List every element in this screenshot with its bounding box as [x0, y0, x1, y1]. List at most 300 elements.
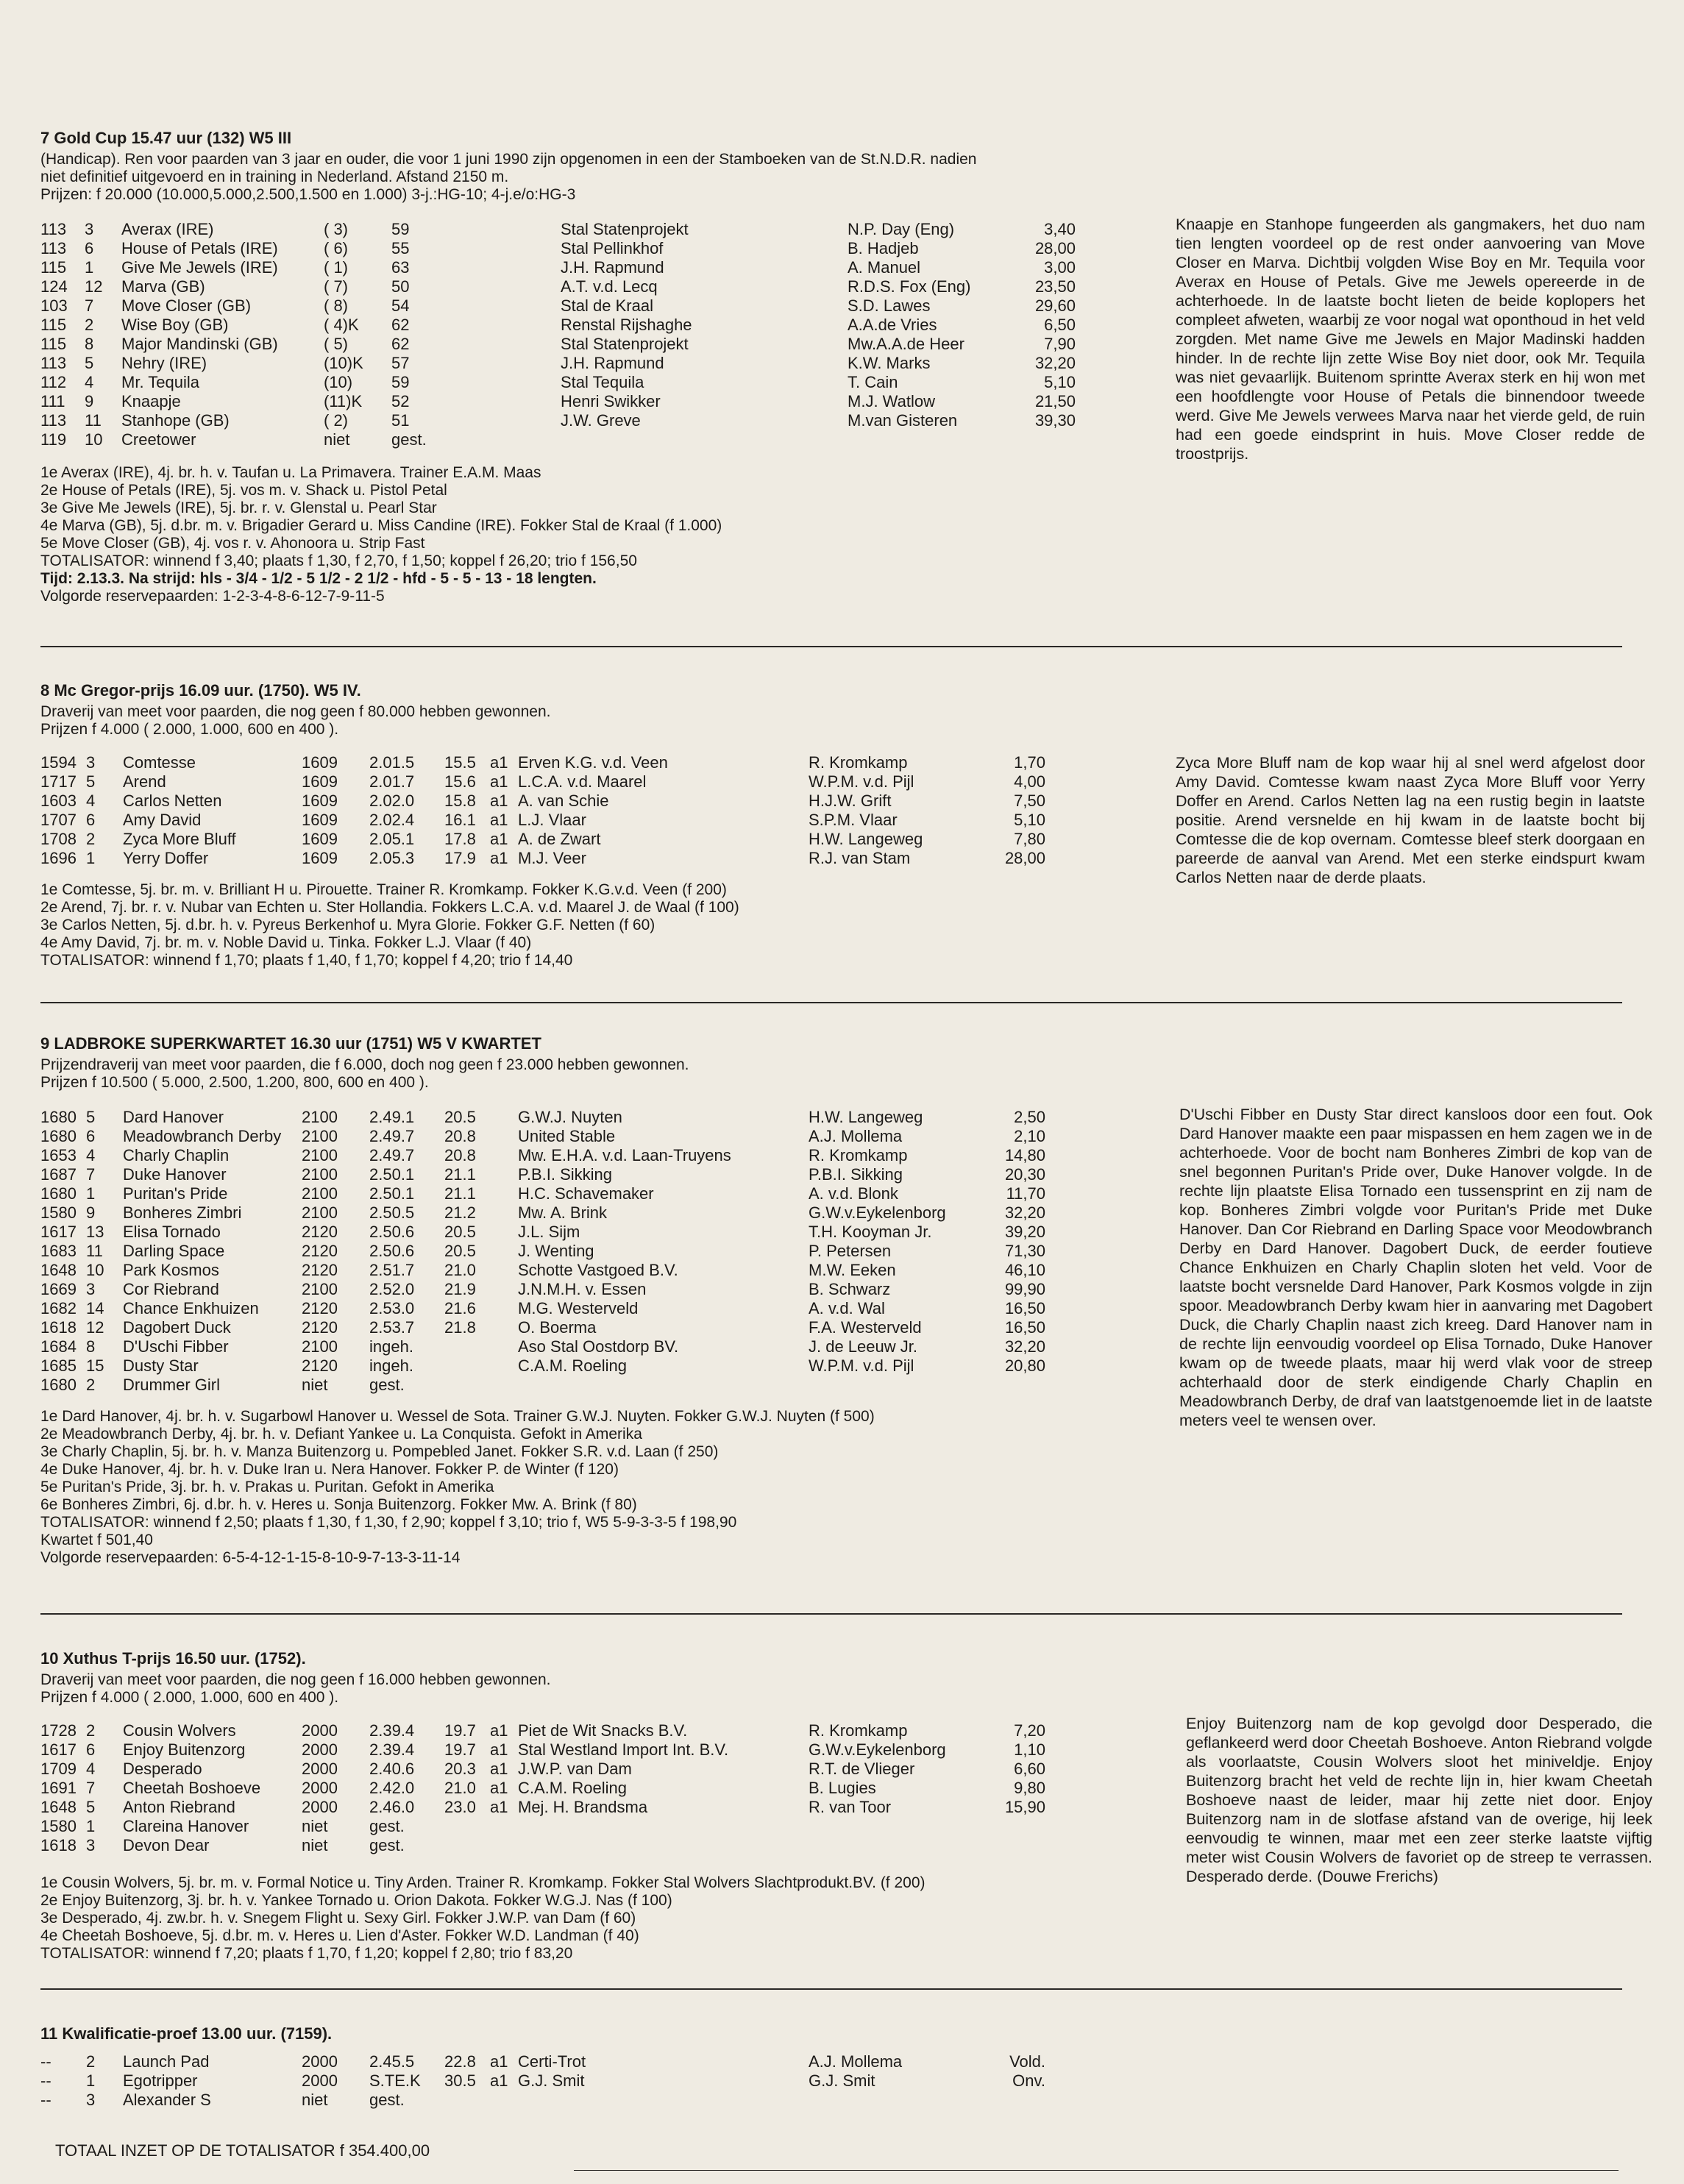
result-line: 3e Charly Chaplin, 5j. br. h. v. Manza Buitenzorg u. Pompebled Janet. Fokker S.R. v.d. Laan (f 250) [40, 1443, 719, 1460]
runner-cell: 21.6 [444, 1299, 476, 1317]
runner-cell: 1617 [40, 1740, 77, 1759]
runner-row [40, 1146, 1045, 1165]
divider [40, 1002, 1622, 1003]
runner-cell: 3,00 [1044, 258, 1076, 277]
runner-cell: 2000 [302, 1740, 338, 1759]
runner-cell: 2100 [302, 1165, 338, 1184]
runner-cell [490, 1337, 518, 1356]
runner-cell: H.C. Schavemaker [518, 1184, 654, 1203]
race-prizes: Prijzen f 10.500 ( 5.000, 2.500, 1.200, 800, 600 en 400 ). [40, 1074, 429, 1091]
runner-cell: 112 [40, 373, 67, 391]
runner-cell: Chance Enkhuizen [123, 1299, 259, 1317]
runner-row [40, 1165, 1045, 1184]
runner-row [40, 1798, 1045, 1817]
runner-cell: Alexander S [123, 2091, 211, 2109]
runner-cell [490, 1261, 518, 1280]
result-line: 1e Comtesse, 5j. br. m. v. Brilliant H u. Pirouette. Trainer R. Kromkamp. Fokker K.G.v.d. Veen (f 200) [40, 881, 727, 898]
race-conditions: Prijzendraverij van meet voor paarden, die f 6.000, doch nog geen f 23.000 hebben gewonnen. [40, 1056, 689, 1073]
runner-cell: 21.0 [444, 1779, 476, 1797]
runner-cell [490, 1146, 518, 1165]
runner-cell: a1 [490, 849, 508, 867]
runner-cell: 11 [85, 411, 102, 430]
runner-cell: 1609 [302, 792, 338, 810]
runner-cell [518, 1376, 809, 1395]
runner-cell: 55 [391, 239, 410, 257]
divider [40, 1988, 1622, 1990]
runner-cell: 32,20 [1034, 354, 1076, 372]
runner-cell [444, 2091, 490, 2110]
runner-cell: 4,00 [1014, 772, 1045, 791]
runner-cell: Onv. [1012, 2071, 1045, 2090]
runner-cell [490, 1108, 518, 1127]
result-line: 5e Puritan's Pride, 3j. br. h. v. Prakas u. Puritan. Gefokt in Amerika [40, 1479, 494, 1495]
runner-cell: 7 [86, 1779, 96, 1797]
runner-cell: Cousin Wolvers [123, 1721, 236, 1740]
runner-cell [490, 1836, 518, 1855]
runner-row [40, 811, 1045, 830]
runner-cell [490, 1280, 518, 1299]
runner-cell: 2100 [302, 1108, 338, 1126]
runner-row [40, 1299, 1045, 1318]
runner-cell: 2.50.1 [369, 1184, 415, 1203]
result-line: Volgorde reservepaarden: 1-2-3-4-8-6-12-7-9-11-5 [40, 588, 385, 605]
runner-cell: 9,80 [1014, 1779, 1045, 1797]
runner-cell [444, 1356, 490, 1376]
runner-cell: 21.2 [444, 1203, 476, 1222]
runner-row [40, 1203, 1045, 1223]
runner-cell: 28,00 [1034, 239, 1076, 257]
runner-cell: 6 [86, 1740, 96, 1759]
runner-cell: Stal Pellinkhof [561, 239, 664, 257]
runner-cell: Charly Chaplin [123, 1146, 230, 1164]
runner-cell: 10 [86, 1261, 104, 1279]
runner-cell: 13 [86, 1223, 104, 1241]
runner-cell: 1609 [302, 849, 338, 867]
runner-cell: 103 [40, 296, 68, 315]
runner-cell: Yerry Doffer [123, 849, 209, 867]
results-block [40, 1874, 1652, 1963]
runner-row [40, 1817, 1045, 1836]
runner-cell: 2.45.5 [369, 2052, 415, 2071]
runner-cell: Erven K.G. v.d. Veen [518, 753, 668, 772]
runner-cell: 1580 [40, 1203, 77, 1222]
runner-cell: Wise Boy (GB) [121, 316, 229, 334]
runner-cell: 1669 [40, 1280, 77, 1298]
runner-cell: 15.6 [444, 772, 476, 791]
runner-cell: G.W.v.Eykelenborg [809, 1203, 946, 1222]
runner-cell: House of Petals (IRE) [121, 239, 278, 257]
runner-cell: D'Uschi Fibber [123, 1337, 229, 1356]
runner-cell: 2 [86, 2052, 96, 2071]
race-title: 9 LADBROKE SUPERKWARTET 16.30 uur (1751) W5 V KWARTET [40, 1034, 541, 1053]
runner-cell: 21.1 [444, 1184, 476, 1203]
runner-row [40, 830, 1045, 849]
runner-cell: 7,80 [1014, 830, 1045, 848]
runner-cell: A. de Zwart [518, 830, 601, 848]
result-line: 2e House of Petals (IRE), 5j. vos m. v. Shack u. Pistol Petal [40, 482, 447, 499]
runner-cell: 2.50.6 [369, 1242, 415, 1260]
result-line: Volgorde reservepaarden: 6-5-4-12-1-15-8-10-9-7-13-3-11-14 [40, 1549, 461, 1566]
result-line: TOTALISATOR: winnend f 1,70; plaats f 1,40, f 1,70; koppel f 4,20; trio f 14,40 [40, 952, 573, 969]
runner-cell: 1618 [40, 1836, 77, 1854]
runner-cell: Mej. H. Brandsma [518, 1798, 648, 1816]
runner-row [40, 1223, 1045, 1242]
runner-cell: 57 [391, 354, 410, 372]
runner-row [40, 849, 1045, 868]
runner-cell: Egotripper [123, 2071, 198, 2090]
runner-row [40, 1127, 1045, 1146]
runner-cell: C.A.M. Roeling [518, 1779, 627, 1797]
runner-cell: 2,50 [1014, 1108, 1045, 1126]
runner-cell: 2.50.1 [369, 1165, 415, 1184]
runner-cell: 2,10 [1014, 1127, 1045, 1145]
runner-cell: Park Kosmos [123, 1261, 219, 1279]
runner-cell: 2.05.1 [369, 830, 415, 848]
runner-cell: 4 [86, 1760, 96, 1778]
runner-cell: 2000 [302, 1779, 338, 1797]
runner-row [40, 373, 1076, 392]
runner-cell: 2.02.0 [369, 792, 415, 810]
race-title: 11 Kwalificatie-proef 13.00 uur. (7159). [40, 2024, 333, 2043]
runners-table [40, 220, 1076, 449]
runner-row [40, 772, 1045, 792]
runner-cell: 7 [85, 296, 94, 315]
race-report: D'Uschi Fibber en Dusty Star direct kansloos door een fout. Ook Dard Hanover maakte een paar mispassen en hem zagen we in de achterhoede. Voor de bocht nam Bonheres Zimbri de kop van de snel begonnen Puritan's Pride over, Duke Hanover volgde. In de rechte lijn plaatste Elisa Tornado een tussensprint en zij nam de kop. Bonheres Zimbri volgde voor Puritan's Pride met Duke Hanover. Dan Cor Riebrand en Darling Space voor Meodowbranch Derby en Dard Hanover. Dagobert Duck, de eerder foutieve Chance Enkhuizen en Charly Chaplin sloten het veld. Voor de laatste bocht versnelde Dard Hanover, Park Kosmos volgde in zijn spoor. Meadowbranch Derby kwam hier in aanvaring met Dagobert Duck, die Charly Chaplin naast zich kreeg. Dard Hanover nam in de rechte lijn eenvoudig voordeel op Elisa Tornado, Duke Hanover kwam op de tweede plaats, maar hij werd vlak voor de streep achterhaald door de sterk eindigende Charly Chaplin en Meadowbranch Derby, de draf van laatstgenoemde liet in de laatste meters veel te wensen over. [1179, 1106, 1652, 1429]
runner-cell: 3,40 [1044, 220, 1076, 238]
runner-cell: Piet de Wit Snacks B.V. [518, 1721, 688, 1740]
runner-row [40, 411, 1076, 430]
runner-cell: ( 6) [324, 239, 348, 257]
runner-cell: N.P. Day (Eng) [848, 220, 955, 238]
runner-cell: S.D. Lawes [848, 296, 931, 315]
runner-cell: 2.49.7 [369, 1146, 415, 1164]
runner-cell: 2120 [302, 1318, 338, 1337]
runner-cell: 54 [391, 296, 410, 315]
runner-row [40, 1376, 1045, 1395]
result-line: TOTALISATOR: winnend f 3,40; plaats f 1,30, f 2,70, f 1,50; koppel f 26,20; trio f 156,50 [40, 552, 637, 569]
runner-cell: J. Wenting [518, 1242, 594, 1260]
runner-cell [444, 1817, 490, 1836]
runner-cell: Bonheres Zimbri [123, 1203, 242, 1222]
runner-cell: 5 [86, 772, 96, 791]
runner-cell: 2100 [302, 1203, 338, 1222]
runner-cell: a1 [490, 1740, 508, 1759]
runner-cell: a1 [490, 753, 508, 772]
runner-cell: 5,10 [1044, 373, 1076, 391]
runner-cell [490, 1184, 518, 1203]
runner-cell: 1653 [40, 1146, 77, 1164]
runner-cell: P. Petersen [809, 1242, 892, 1260]
runner-cell: Zyca More Bluff [123, 830, 236, 848]
runner-cell: a1 [490, 1721, 508, 1740]
runner-cell: 4 [86, 792, 96, 810]
runner-cell: Anton Riebrand [123, 1798, 235, 1816]
result-line: 1e Cousin Wolvers, 5j. br. m. v. Formal Notice u. Tiny Arden. Trainer R. Kromkamp. Fokker Stal Wolvers Slachtprodukt.BV. (f 200) [40, 1874, 926, 1891]
runner-cell [490, 2091, 518, 2110]
runner-cell: R. Kromkamp [809, 1721, 908, 1740]
runner-cell [490, 1127, 518, 1146]
runner-cell: 20.8 [444, 1146, 476, 1164]
runner-cell: M.G. Westerveld [518, 1299, 639, 1317]
runner-row [40, 1108, 1045, 1127]
runner-cell: Cor Riebrand [123, 1280, 219, 1298]
runner-cell: Carlos Netten [123, 792, 222, 810]
runner-cell [490, 1165, 518, 1184]
runner-row [40, 258, 1076, 277]
runner-cell: 4 [85, 373, 94, 391]
runner-cell: A.J. Mollema [809, 2052, 903, 2071]
runner-cell: Vold. [1009, 2052, 1045, 2071]
runner-cell: Stal Statenprojekt [561, 220, 689, 238]
runner-cell: 2120 [302, 1356, 338, 1375]
runner-cell: 12 [85, 277, 103, 296]
runner-cell: 99,90 [1004, 1280, 1045, 1298]
runner-cell: 20.5 [444, 1108, 476, 1126]
runner-cell: 2100 [302, 1280, 338, 1298]
runner-row [40, 277, 1076, 296]
runner-cell: P.B.I. Sikking [809, 1165, 903, 1184]
runner-cell: 23,50 [1034, 277, 1076, 296]
runner-cell: Move Closer (GB) [121, 296, 252, 315]
results-block [40, 464, 1652, 605]
runner-cell: 1680 [40, 1376, 77, 1394]
runner-cell [490, 1223, 518, 1242]
runner-row [40, 430, 1076, 449]
runner-cell: 1603 [40, 792, 77, 810]
runner-cell: 62 [391, 335, 410, 353]
runner-cell [992, 1817, 1045, 1836]
runner-cell: Certi-Trot [518, 2052, 586, 2071]
runner-cell: 2.02.4 [369, 811, 415, 829]
runner-cell: 2.01.7 [369, 772, 415, 791]
runner-row [40, 392, 1076, 411]
runner-cell: niet [302, 1836, 328, 1854]
runner-cell: M.van Gisteren [848, 411, 958, 430]
runner-cell: 3 [86, 1836, 96, 1854]
runner-cell: niet [302, 1376, 328, 1394]
runner-cell: Meadowbranch Derby [123, 1127, 282, 1145]
runner-cell: Mw.A.A.de Heer [848, 335, 964, 353]
runner-cell: Mw. A. Brink [518, 1203, 608, 1222]
runner-cell: 2.49.7 [369, 1127, 415, 1145]
runner-cell: a1 [490, 830, 508, 848]
runner-cell: 2 [86, 1376, 96, 1394]
runner-cell: Knaapje [121, 392, 181, 410]
runner-cell: L.J. Vlaar [518, 811, 586, 829]
divider [574, 2170, 1619, 2171]
runner-cell: 1618 [40, 1318, 77, 1337]
runner-cell: 2.49.1 [369, 1108, 415, 1126]
runner-cell: Give Me Jewels (IRE) [121, 258, 278, 277]
runner-cell: J.W.P. van Dam [518, 1760, 632, 1778]
runner-cell: H.W. Langeweg [809, 1108, 923, 1126]
runner-cell: Marva (GB) [121, 277, 205, 296]
runner-cell: Stanhope (GB) [121, 411, 230, 430]
runner-cell: (10)K [324, 354, 363, 372]
runners-table [40, 753, 1045, 868]
runner-cell: -- [40, 2052, 51, 2071]
runner-cell: Dagobert Duck [123, 1318, 231, 1337]
runner-cell: 2.46.0 [369, 1798, 415, 1816]
runner-cell: United Stable [518, 1127, 616, 1145]
runner-cell: a1 [490, 772, 508, 791]
runner-cell: gest. [369, 1376, 405, 1394]
runner-cell: 16,50 [1004, 1318, 1045, 1337]
runner-cell: A.J. Mollema [809, 1127, 903, 1145]
runner-row [40, 2091, 1045, 2110]
runner-row [40, 1836, 1045, 1855]
runner-cell: 115 [40, 258, 67, 277]
runner-cell: 115 [40, 335, 67, 353]
runner-cell: 9 [86, 1203, 96, 1222]
runner-cell: 3 [86, 1280, 96, 1298]
runner-row [40, 1337, 1045, 1356]
runner-cell: R.D.S. Fox (Eng) [848, 277, 971, 296]
runner-cell: Major Mandinski (GB) [121, 335, 278, 353]
runner-cell: 2.51.7 [369, 1261, 415, 1279]
result-line: 2e Meadowbranch Derby, 4j. br. h. v. Defiant Yankee u. La Conquista. Gefokt in Amerika [40, 1426, 642, 1443]
runner-cell: 1708 [40, 830, 77, 848]
runner-cell: 16.1 [444, 811, 476, 829]
runner-cell: 7,20 [1014, 1721, 1045, 1740]
runners-table [40, 1108, 1045, 1395]
result-line: 3e Carlos Netten, 5j. d.br. h. v. Pyreus Berkenhof u. Myra Glorie. Fokker G.F. Netten (f 60) [40, 917, 656, 933]
result-line: 2e Arend, 7j. br. r. v. Nubar van Echten u. Ster Hollandia. Fokkers L.C.A. v.d. Maarel J. de Waal (f 100) [40, 899, 739, 916]
runner-cell: J.L. Sijm [518, 1223, 580, 1241]
runner-cell: 2 [86, 1721, 96, 1740]
runner-cell: Stal Westland Import Int. B.V. [518, 1740, 729, 1759]
runner-cell: J.W. Greve [561, 411, 641, 430]
runner-cell [444, 1836, 490, 1855]
runner-cell: 21.0 [444, 1261, 476, 1279]
runner-cell: A. van Schie [518, 792, 609, 810]
runner-cell: H.W. Langeweg [809, 830, 923, 848]
result-line: Kwartet f 501,40 [40, 1532, 153, 1548]
runner-cell: Launch Pad [123, 2052, 210, 2071]
result-line: 5e Move Closer (GB), 4j. vos r. v. Ahonoora u. Strip Fast [40, 535, 425, 552]
runner-cell: 19.7 [444, 1721, 476, 1740]
runner-cell: 1683 [40, 1242, 77, 1260]
runner-cell: 52 [391, 392, 410, 410]
runner-cell: a1 [490, 2052, 508, 2071]
runner-cell: P.B.I. Sikking [518, 1165, 612, 1184]
runner-cell: S.P.M. Vlaar [809, 811, 898, 829]
runner-cell: a1 [490, 1760, 508, 1778]
runner-cell: 2120 [302, 1299, 338, 1317]
runner-cell: 59 [391, 220, 410, 238]
runner-cell [809, 1376, 992, 1395]
race-report: Enjoy Buitenzorg nam de kop gevolgd door Desperado, die geflankeerd werd door Cheetah Boshoeve. Anton Riebrand volgde als voorlaatste, Cousin Wolvers sloot het miniveldje. Enjoy Buitenzorg bracht het veld de rechte lijn in, hier kwam Cheetah Boshoeve naast de leider, maar hij zette niet door. Enjoy Buitenzorg nam in de slotfase afstand van de overige, hij leek eenvoudig te winnen, maar met een zeer sterke laatste vijftig meter wist Cousin Wolvers de favoriet op de streep te verrassen. Desperado derde. (Douwe Frerichs) [1186, 1715, 1652, 1885]
race-prizes: Prijzen f 4.000 ( 2.000, 1.000, 600 en 400 ). [40, 1689, 339, 1706]
runner-cell [518, 1836, 809, 1855]
race-title: 8 Mc Gregor-prijs 16.09 uur. (1750). W5 IV. [40, 681, 361, 700]
runner-row [40, 792, 1045, 811]
runner-cell: 20.8 [444, 1127, 476, 1145]
runner-cell: 15,90 [1004, 1798, 1045, 1816]
runner-cell: Enjoy Buitenzorg [123, 1740, 246, 1759]
runner-cell: Mw. E.H.A. v.d. Laan-Truyens [518, 1146, 731, 1164]
runner-cell: T.H. Kooyman Jr. [809, 1223, 932, 1241]
runner-cell: 3 [86, 753, 96, 772]
runner-cell: 119 [40, 430, 67, 449]
runner-cell: 5 [86, 1798, 96, 1816]
runner-cell [809, 2091, 992, 2110]
runner-cell: 20,80 [1004, 1356, 1045, 1375]
race-prizes: Prijzen: f 20.000 (10.000,5.000,2.500,1.500 en 1.000) 3-j.:HG-10; 4-j.e/o:HG-3 [40, 186, 576, 203]
runner-cell: G.W.v.Eykelenborg [809, 1740, 946, 1759]
race-kwalificatie-proef [40, 2024, 1652, 2110]
runner-cell: 30.5 [444, 2071, 476, 2090]
runner-cell: ( 2) [324, 411, 348, 430]
runner-cell: Stal Tequila [561, 373, 644, 391]
runner-cell: 1 [86, 849, 96, 867]
runner-row [40, 2052, 1045, 2071]
runner-row [40, 1760, 1045, 1779]
runner-cell: Stal de Kraal [561, 296, 653, 315]
runner-row [40, 1721, 1045, 1740]
runner-cell: 111 [40, 392, 65, 410]
result-line: Tijd: 2.13.3. Na strijd: hls - 3/4 - 1/2 - 5 1/2 - 2 1/2 - hfd - 5 - 5 - 13 - 18 lengten. [40, 570, 597, 587]
runner-cell: Drummer Girl [123, 1376, 220, 1394]
runner-cell: 32,20 [1004, 1203, 1045, 1222]
runner-cell: -- [40, 2071, 51, 2090]
runner-cell: 1648 [40, 1798, 77, 1816]
runner-cell: 113 [40, 239, 67, 257]
runner-cell: a1 [490, 811, 508, 829]
runner-cell: gest. [391, 430, 427, 449]
runner-cell: 21.1 [444, 1165, 476, 1184]
race-conditions: (Handicap). Ren voor paarden van 3 jaar en ouder, die voor 1 juni 1990 zijn opgenomen in een der Stamboeken van de St.N.D.R. nadien [40, 151, 977, 168]
runners-table [40, 2052, 1045, 2110]
runner-row [40, 354, 1076, 373]
result-line: TOTALISATOR: winnend f 7,20; plaats f 1,70, f 1,20; koppel f 2,80; trio f 83,20 [40, 1945, 573, 1962]
runner-cell: G.J. Smit [518, 2071, 585, 2090]
runner-cell: Duke Hanover [123, 1165, 227, 1184]
runner-cell: 2100 [302, 1127, 338, 1145]
runner-cell: 2000 [302, 1721, 338, 1740]
runner-cell: 1609 [302, 811, 338, 829]
runner-cell [848, 430, 1024, 449]
runner-cell [809, 1836, 992, 1855]
runner-cell: F.A. Westerveld [809, 1318, 922, 1337]
runner-cell: 115 [40, 316, 67, 334]
runner-cell: niet [302, 1817, 328, 1835]
runner-cell: 63 [391, 258, 410, 277]
runner-row [40, 335, 1076, 354]
runner-cell: 2000 [302, 2052, 338, 2071]
runner-cell: W.P.M. v.d. Pijl [809, 1356, 914, 1375]
runner-cell: J. de Leeuw Jr. [809, 1337, 917, 1356]
runner-cell: R. van Toor [809, 1798, 892, 1816]
runner-cell: R. Kromkamp [809, 753, 908, 772]
runner-cell: 2.50.6 [369, 1223, 415, 1241]
runner-cell: Henri Swikker [561, 392, 661, 410]
race-conditions: Draverij van meet voor paarden, die nog geen f 80.000 hebben gewonnen. [40, 703, 551, 720]
runner-cell: 1 [86, 1817, 96, 1835]
runner-cell: 2120 [302, 1223, 338, 1241]
runner-cell [444, 1376, 490, 1395]
runner-cell: 5 [86, 1108, 96, 1126]
runner-cell: A. v.d. Wal [809, 1299, 885, 1317]
runner-cell: G.J. Smit [809, 2071, 875, 2090]
runner-cell: 19.7 [444, 1740, 476, 1759]
runner-cell [490, 1203, 518, 1223]
runner-cell: 28,00 [1004, 849, 1045, 867]
runner-cell: 2.42.0 [369, 1779, 415, 1797]
runner-cell [490, 1299, 518, 1318]
runner-cell: gest. [369, 2091, 405, 2109]
runner-cell: Mr. Tequila [121, 373, 199, 391]
